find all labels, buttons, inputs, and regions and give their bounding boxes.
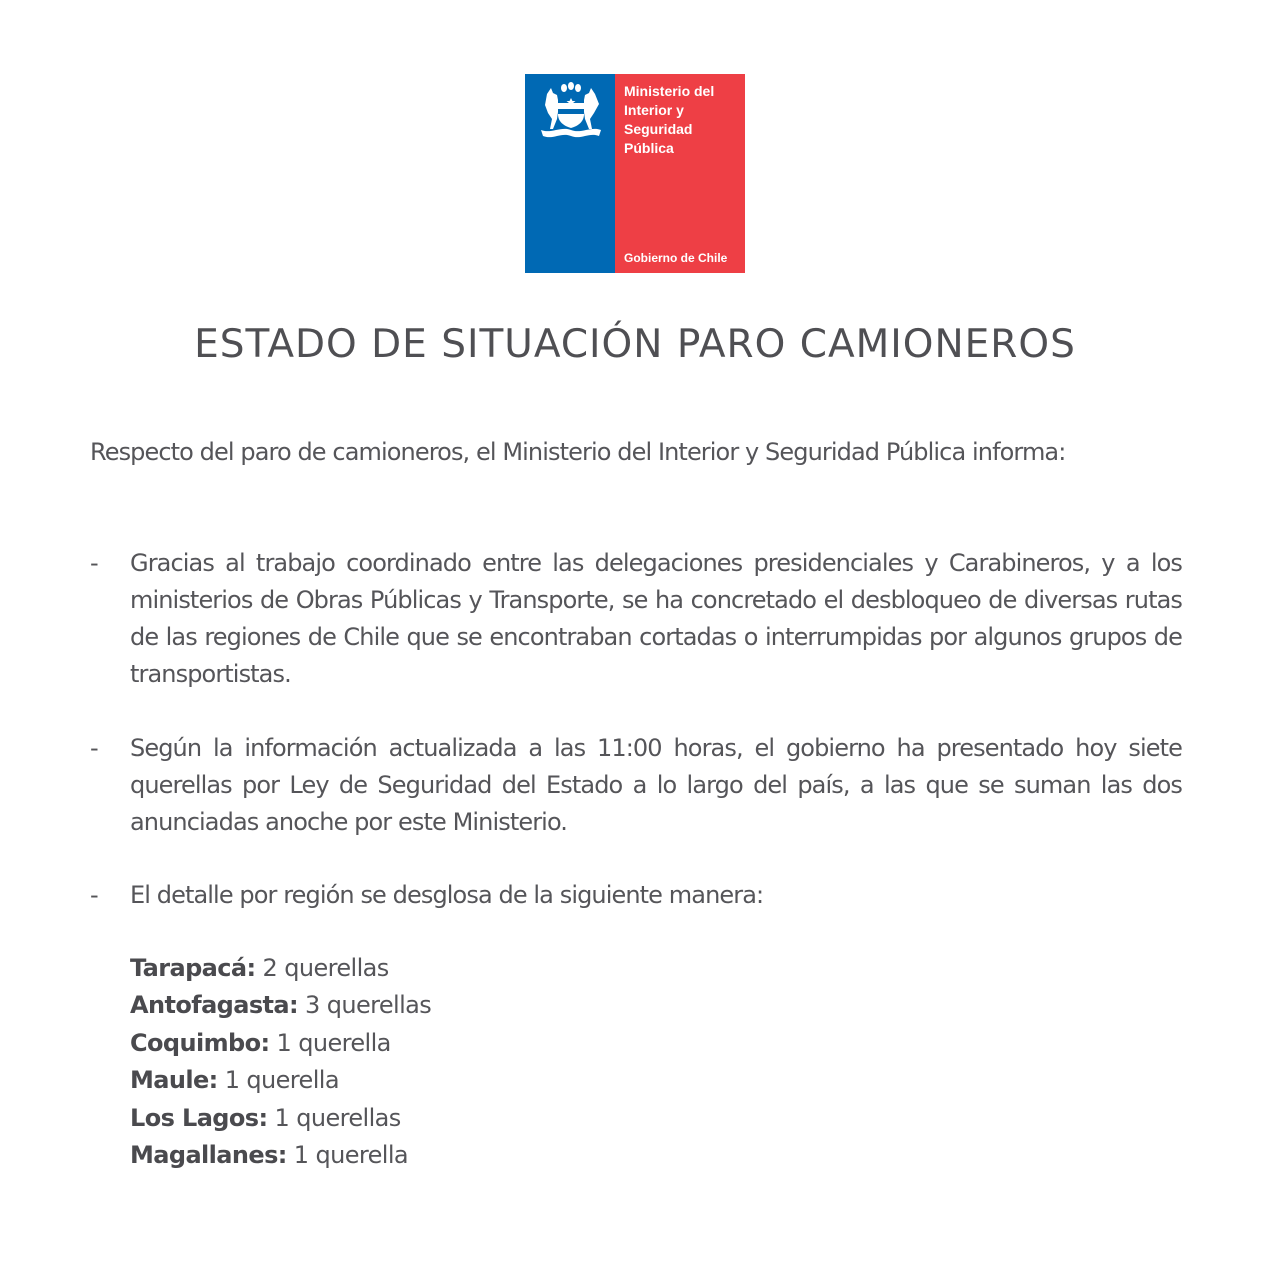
list-item-text: Gracias al trabajo coordinado entre las delegaciones presidenciales y Carabineros, y a los ministerios de Obras Públicas y Transporte, se ha concretado el desbloqueo de diversas rutas de las regiones de Chile que se encontraban cortadas o interrumpidas por algunos grupos de transportistas. [130, 549, 1182, 688]
region-row [130, 987, 830, 1024]
page-title: ESTADO DE SITUACIÓN PARO CAMIONEROS [194, 322, 1076, 367]
region-name: Magallanes: [130, 1141, 287, 1170]
list-item [90, 877, 1182, 914]
region-row [130, 1100, 830, 1137]
region-row [130, 1025, 830, 1062]
ministry-name: Ministerio del Interior y Seguridad Pública [624, 83, 715, 156]
list-bullet: - [90, 549, 98, 577]
government-label: Gobierno de Chile [624, 251, 728, 265]
region-count: 1 querellas [267, 1103, 401, 1132]
list-item-text: Según la información actualizada a las 11:00 horas, el gobierno ha presentado hoy siete querellas por Ley de Seguridad del Estado a lo largo del país, a las que se suman las dos anunciadas anoche por este Ministerio. [130, 734, 1182, 836]
region-name: Coquimbo: [130, 1028, 270, 1057]
region-name: Tarapacá: [130, 954, 256, 982]
region-count: 1 querella [286, 1141, 409, 1170]
region-name: Maule: [130, 1066, 218, 1095]
region-name: Antofagasta: [130, 991, 298, 1020]
region-count: 3 querellas [297, 991, 432, 1020]
region-count: 1 querella [217, 1066, 339, 1095]
list-item-text: El detalle por región se desglosa de la siguiente manera: [130, 881, 764, 909]
chile-coat-of-arms-icon [533, 82, 609, 142]
intro-paragraph: Respecto del paro de camioneros, el Ministerio del Interior y Seguridad Pública informa: [90, 438, 1066, 466]
region-row [130, 1062, 830, 1099]
list-bullet: - [90, 881, 98, 909]
region-row [130, 950, 830, 987]
region-count: 2 querellas [255, 954, 389, 982]
region-list [130, 950, 830, 1174]
list-item [90, 545, 1182, 693]
ministry-logo [525, 74, 745, 273]
region-row [130, 1137, 830, 1174]
list-item [90, 730, 1182, 841]
region-count: 1 querella [269, 1028, 391, 1057]
logo-blue-panel [525, 74, 615, 273]
list-bullet: - [90, 734, 98, 762]
region-name: Los Lagos: [130, 1103, 268, 1132]
